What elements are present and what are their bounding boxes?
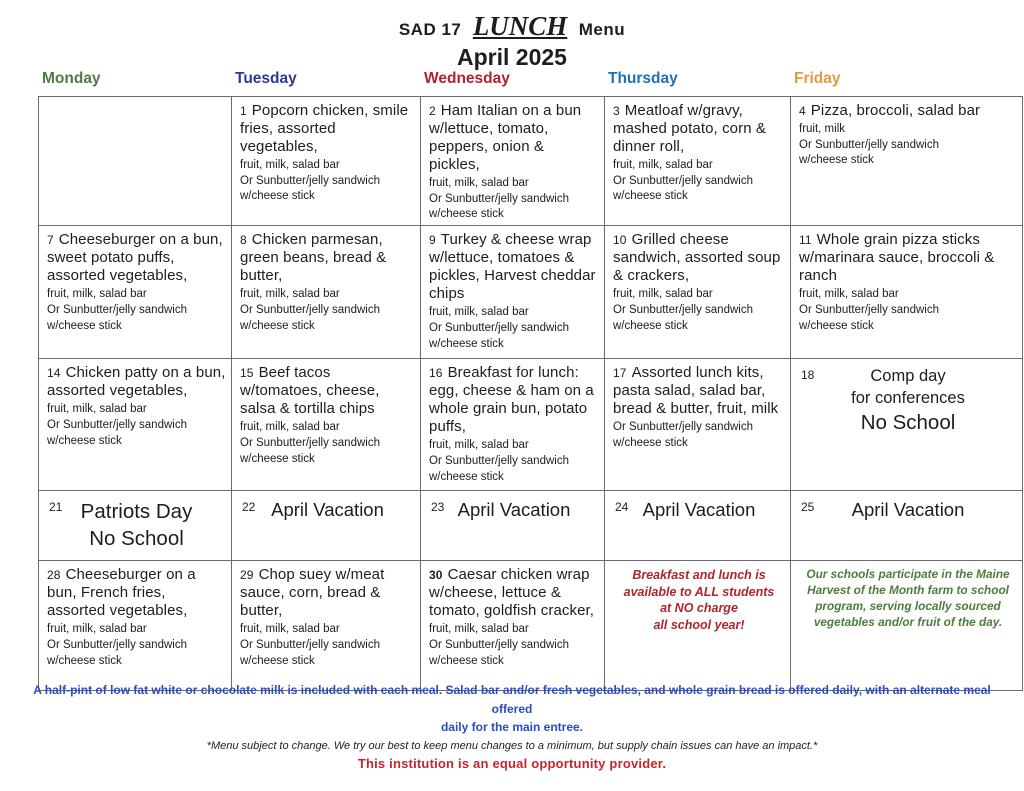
menu-side-text: fruit, milk, salad bar xyxy=(429,177,529,189)
menu-side-text: fruit, milk, salad bar xyxy=(47,403,147,416)
day-cell-9 xyxy=(421,226,605,359)
menu-side-text: w/cheese stick xyxy=(240,654,315,667)
menu-side-text: w/cheese stick xyxy=(799,319,874,332)
dow-label-thursday: Thursday xyxy=(608,70,678,87)
dow-label-tuesday: Tuesday xyxy=(235,70,297,87)
week-row xyxy=(39,97,1023,226)
menu-side-text: w/cheese stick xyxy=(429,337,504,350)
month-title: April 2025 xyxy=(457,44,567,70)
day-cell-17 xyxy=(605,359,791,491)
special-day-text: April Vacation xyxy=(642,499,756,521)
day-cell-1 xyxy=(232,97,421,226)
day-number: 16 xyxy=(429,366,443,381)
special-day-text: No School xyxy=(89,527,184,551)
day-cell-11 xyxy=(791,226,1023,359)
menu-side-text: w/cheese stick xyxy=(240,319,315,332)
menu-main-text: 2 Ham Italian on a bun w/lettuce, tomato, peppers, onion & pickles, xyxy=(429,102,582,173)
day-number: 24 xyxy=(615,500,629,515)
menu-side-text: fruit, milk, salad bar xyxy=(240,421,340,434)
menu-side-text: fruit, milk, salad bar xyxy=(429,306,529,319)
menu-change-note: *Menu subject to change. We try our best to keep menu changes to a minimum, but supply chain issues can have an impact.* xyxy=(206,739,818,752)
menu-main-text: 10 Grilled cheese sandwich, assorted soup & crackers, xyxy=(613,231,781,285)
milk-note-line-2: daily for the main entree. xyxy=(440,720,584,735)
notice-text: at NO charge xyxy=(660,601,738,616)
day-number: 1 xyxy=(240,104,247,118)
menu-side-text: Or Sunbutter/jelly sandwich xyxy=(240,638,380,651)
menu-side-text: Or Sunbutter/jelly sandwich xyxy=(47,418,187,431)
menu-side-text: fruit, milk, salad bar xyxy=(429,439,529,452)
notice-cell xyxy=(605,561,791,691)
menu-side-text: w/cheese stick xyxy=(429,654,504,667)
notice-text: Our schools participate in the Maine xyxy=(806,567,1010,582)
week-row xyxy=(39,491,1023,561)
menu-main-text: 16 Breakfast for lunch: egg, cheese & ham on a whole grain bun, potato puffs, xyxy=(429,364,594,436)
day-of-week-header-row xyxy=(38,70,1022,88)
milk-note xyxy=(0,681,1024,737)
week-row xyxy=(39,561,1023,691)
menu-main-text: 8 Chicken parmesan, green beans, bread & butter, xyxy=(240,231,387,285)
day-number: 7 xyxy=(47,233,54,248)
menu-main-text: 3 Meatloaf w/gravy, mashed potato, corn & dinner roll, xyxy=(613,102,767,155)
day-number: 28 xyxy=(47,568,61,583)
menu-side-text: fruit, milk, salad bar xyxy=(240,159,340,171)
day-cell-8 xyxy=(232,226,421,359)
menu-side-text: w/cheese stick xyxy=(799,154,874,167)
day-cell-14 xyxy=(39,359,232,491)
menu-side-text: w/cheese stick xyxy=(613,319,688,332)
day-cell-23 xyxy=(421,491,605,561)
menu-side-text: Or Sunbutter/jelly sandwich xyxy=(613,303,753,316)
menu-word: Menu xyxy=(578,20,626,39)
notice-text: program, serving locally sourced xyxy=(815,599,1001,613)
day-cell-22 xyxy=(232,491,421,561)
day-cell-24 xyxy=(605,491,791,561)
menu-side-text: w/cheese stick xyxy=(47,654,122,667)
empty-cell xyxy=(39,97,232,226)
menu-side-text: fruit, milk, salad bar xyxy=(613,159,713,171)
day-number: 25 xyxy=(801,500,815,515)
menu-side-text: w/cheese stick xyxy=(240,190,315,203)
notice-text: Breakfast and lunch is xyxy=(632,568,766,583)
day-cell-4 xyxy=(791,97,1023,226)
menu-side-text: fruit, milk, salad bar xyxy=(47,623,147,636)
notice-text: vegetables and/or fruit of the day. xyxy=(813,614,1003,629)
special-day-text: No School xyxy=(860,411,956,435)
menu-main-text: 15 Beef tacos w/tomatoes, cheese, salsa & tortilla chips xyxy=(240,364,380,418)
day-cell-21 xyxy=(39,491,232,561)
menu-side-text: fruit, milk, salad bar xyxy=(613,288,713,301)
special-day-text: April Vacation xyxy=(271,499,384,521)
day-number: 14 xyxy=(47,366,61,381)
day-number: 21 xyxy=(49,500,63,515)
milk-note-line-1: A half-pint of low fat white or chocolate milk is included with each meal. Salad bar and/or fresh vegetables, and whole grain bread is offered daily, with an alternate meal offered xyxy=(33,683,991,716)
menu-side-text: w/cheese stick xyxy=(613,190,688,203)
day-cell-2 xyxy=(421,97,605,226)
menu-side-text: fruit, milk xyxy=(799,123,845,135)
menu-side-text: w/cheese stick xyxy=(429,208,504,221)
day-number: 29 xyxy=(240,568,254,583)
day-cell-7 xyxy=(39,226,232,359)
menu-main-text: 28 Cheeseburger on a bun, French fries, assorted vegetables, xyxy=(47,566,196,620)
menu-main-text: 14 Chicken patty on a bun, assorted vegetables, xyxy=(47,364,226,400)
menu-side-text: Or Sunbutter/jelly sandwich xyxy=(613,174,753,187)
menu-side-text: w/cheese stick xyxy=(240,452,315,465)
day-cell-28 xyxy=(39,561,232,691)
menu-main-text: 11 Whole grain pizza sticks w/marinara sauce, broccoli & ranch xyxy=(799,231,995,285)
menu-side-text: w/cheese stick xyxy=(47,319,122,332)
special-day-text: Comp day xyxy=(870,367,946,386)
day-number: 23 xyxy=(431,500,445,515)
special-day-text: April Vacation xyxy=(457,499,571,521)
dow-label-friday: Friday xyxy=(794,70,841,87)
notice-text: available to ALL students xyxy=(623,584,775,599)
menu-side-text: fruit, milk, salad bar xyxy=(240,288,340,301)
day-number: 17 xyxy=(613,366,627,381)
lunch-word: LUNCH xyxy=(472,11,568,41)
menu-main-text: 1 Popcorn chicken, smile fries, assorted vegetables, xyxy=(240,102,409,155)
equal-opportunity-note: This institution is an equal opportunity provider. xyxy=(357,755,667,771)
special-day-text: April Vacation xyxy=(851,499,965,521)
menu-main-text: 30 Caesar chicken wrap w/cheese, lettuce & tomato, goldfish cracker, xyxy=(429,566,595,620)
week-row xyxy=(39,226,1023,359)
menu-main-text: 29 Chop suey w/meat sauce, corn, bread & butter, xyxy=(240,566,385,620)
day-number: 15 xyxy=(240,366,254,381)
menu-side-text: fruit, milk, salad bar xyxy=(240,623,340,636)
notice-text: all school year! xyxy=(653,617,745,632)
menu-main-text: 7 Cheeseburger on a bun, sweet potato puffs, assorted vegetables, xyxy=(47,231,223,285)
menu-side-text: Or Sunbutter/jelly sandwich xyxy=(240,174,380,187)
day-cell-25 xyxy=(791,491,1023,561)
day-number: 3 xyxy=(613,104,620,118)
menu-side-text: w/cheese stick xyxy=(613,436,688,449)
day-cell-10 xyxy=(605,226,791,359)
menu-side-text: Or Sunbutter/jelly sandwich xyxy=(429,454,569,467)
day-number: 18 xyxy=(801,368,815,383)
menu-table-body xyxy=(39,97,1023,691)
special-day-text: for conferences xyxy=(851,388,965,407)
day-number: 30 xyxy=(429,568,443,583)
notice-text: Harvest of the Month farm to school xyxy=(807,583,1009,598)
school-name: SAD 17 xyxy=(398,20,462,39)
menu-side-text: fruit, milk, salad bar xyxy=(799,288,899,301)
day-cell-18 xyxy=(791,359,1023,491)
special-day-text: Patriots Day xyxy=(80,500,193,524)
day-cell-29 xyxy=(232,561,421,691)
dow-label-monday: Monday xyxy=(42,70,101,87)
menu-side-text: fruit, milk, salad bar xyxy=(429,623,529,636)
week-row xyxy=(39,359,1023,491)
day-number: 22 xyxy=(242,500,256,515)
day-cell-3 xyxy=(605,97,791,226)
notice-cell xyxy=(791,561,1023,691)
menu-side-text: Or Sunbutter/jelly sandwich xyxy=(47,638,187,651)
day-cell-16 xyxy=(421,359,605,491)
menu-side-text: w/cheese stick xyxy=(47,434,122,447)
menu-side-text: Or Sunbutter/jelly sandwich xyxy=(613,421,753,434)
menu-side-text: Or Sunbutter/jelly sandwich xyxy=(429,192,569,205)
day-number: 10 xyxy=(613,233,627,248)
menu-side-text: fruit, milk, salad bar xyxy=(47,288,147,301)
day-number: 9 xyxy=(429,233,436,248)
page-title xyxy=(0,0,1024,40)
dow-label-wednesday: Wednesday xyxy=(424,70,510,87)
day-cell-15 xyxy=(232,359,421,491)
menu-main-text: 4 Pizza, broccoli, salad bar xyxy=(799,102,981,119)
menu-side-text: Or Sunbutter/jelly sandwich xyxy=(240,303,380,316)
menu-side-text: Or Sunbutter/jelly sandwich xyxy=(799,138,939,151)
menu-side-text: w/cheese stick xyxy=(429,470,504,483)
menu-main-text: 17 Assorted lunch kits, pasta salad, salad bar, bread & butter, fruit, milk xyxy=(613,364,779,418)
day-cell-30 xyxy=(421,561,605,691)
footer-notes xyxy=(0,681,1024,771)
lunch-menu-table xyxy=(38,96,1023,691)
menu-side-text: Or Sunbutter/jelly sandwich xyxy=(429,321,569,334)
menu-side-text: Or Sunbutter/jelly sandwich xyxy=(47,303,187,316)
menu-main-text: 9 Turkey & cheese wrap w/lettuce, tomatoes & pickles, Harvest cheddar chips xyxy=(429,231,596,303)
menu-side-text: Or Sunbutter/jelly sandwich xyxy=(799,303,939,316)
day-number: 8 xyxy=(240,233,247,248)
menu-side-text: Or Sunbutter/jelly sandwich xyxy=(429,638,569,651)
day-number: 2 xyxy=(429,104,436,118)
day-number: 4 xyxy=(799,104,806,118)
menu-side-text: Or Sunbutter/jelly sandwich xyxy=(240,436,380,449)
day-number: 11 xyxy=(799,233,812,248)
